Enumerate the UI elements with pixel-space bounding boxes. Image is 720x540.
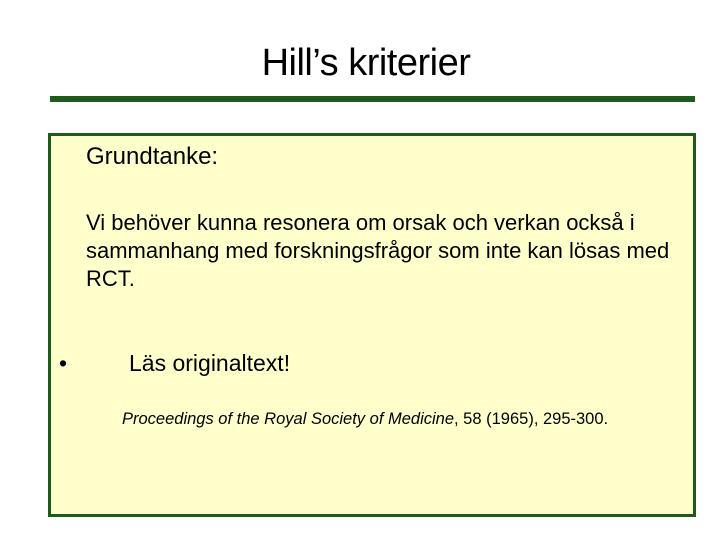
- paragraph: Vi behöver kunna resonera om orsak och verkan också i sammanhang med forskningsfrågor som inte kan lösas med RCT.: [86, 210, 670, 291]
- bullet-text: Läs originaltext!: [129, 350, 291, 376]
- title-underline: [50, 96, 695, 102]
- citation-details: , 58 (1965), 295-300.: [454, 410, 609, 428]
- content-box: [48, 133, 696, 517]
- bullet-icon: •: [59, 350, 68, 376]
- citation: [122, 407, 608, 431]
- heading: Grundtanke:: [86, 143, 219, 170]
- citation-journal: Proceedings of the Royal Society of Medicine: [122, 410, 455, 428]
- slide-title: Hill’s kriterier: [261, 42, 471, 84]
